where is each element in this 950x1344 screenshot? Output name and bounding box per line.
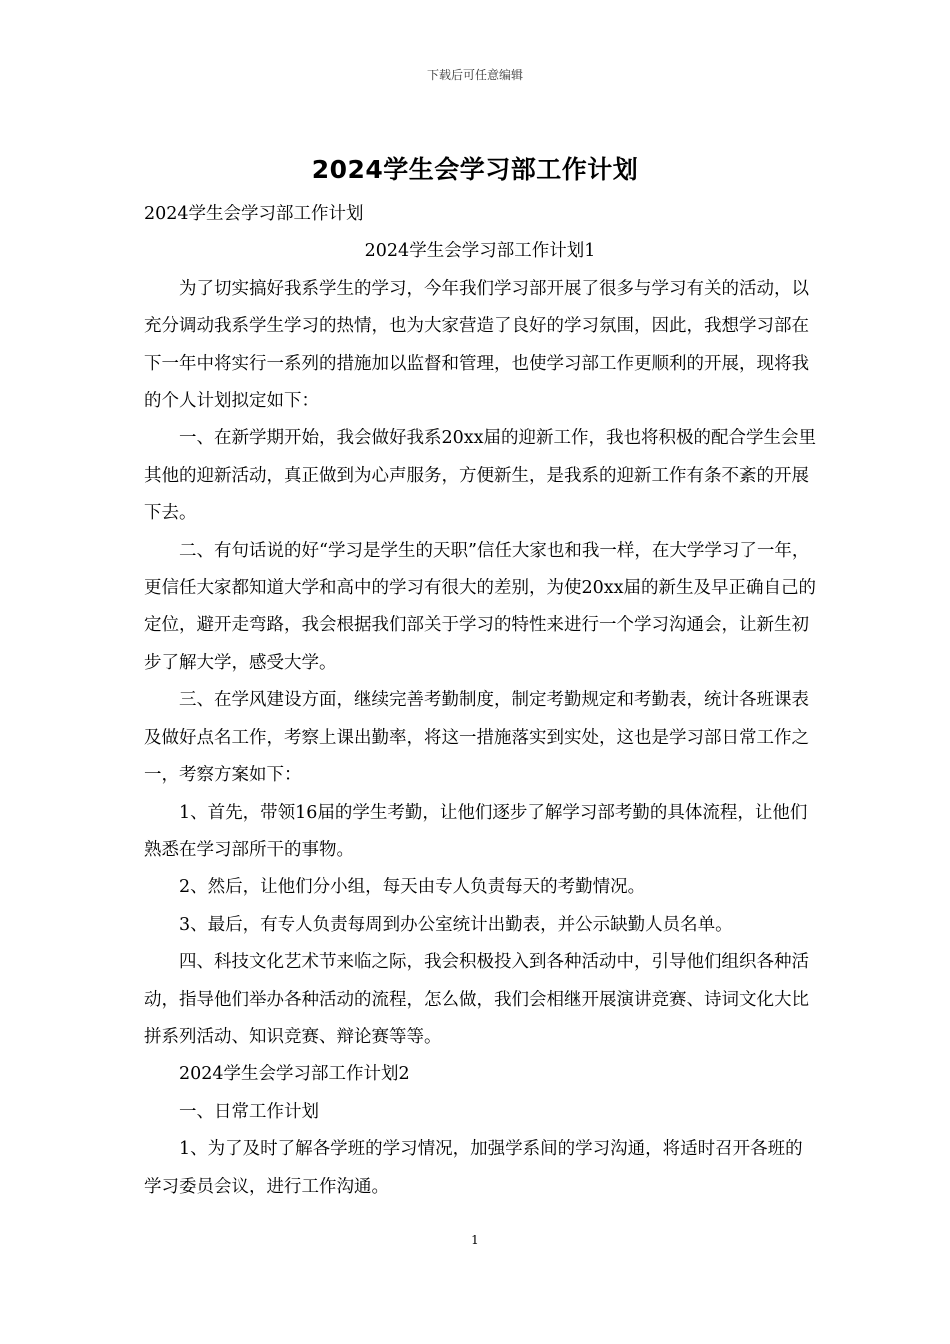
sub-item-3-paragraph: 3、最后，有专人负责每周到办公室统计出勤表，并公示缺勤人员名单。 xyxy=(179,914,733,935)
item-three-paragraph: 三、在学风建设方面，继续完善考勤制度，制定考勤规定和考勤表，统计各班课表及做好点名工作，考察上课出勤率，将这一措施落实到实处，这也是学习部日常工作之一，考察方案如下： xyxy=(144,690,809,786)
daily-work-heading: 一、日常工作计划 xyxy=(179,1101,319,1122)
document-title: 2024学生会学习部工作计划 xyxy=(311,155,639,184)
section-heading-1: 2024学生会学习部工作计划1 xyxy=(364,241,596,262)
item-one-paragraph: 一、在新学期开始，我会做好我系20xx届的迎新工作，我也将积极的配合学生会里其他的迎新活动，真正做到为心声服务，方便新生，是我系的迎新工作有条不紊的开展下去。 xyxy=(144,428,817,524)
header-note: 下载后可任意编辑 xyxy=(426,68,523,82)
subtitle-paragraph: 2024学生会学习部工作计划 xyxy=(144,204,364,224)
daily-work-item-1: 1、为了及时了解各学班的学习情况，加强学系间的学习沟通，将适时召开各班的学习委员会议，进行工作沟通。 xyxy=(144,1139,803,1197)
item-four-paragraph: 四、科技文化艺术节来临之际，我会积极投入到各种活动中，引导他们组织各种活动，指导他们举办各种活动的流程，怎么做，我们会相继开展演讲竞赛、诗词文化大比拼系列活动、知识竞赛、辩论赛等等。 xyxy=(144,952,809,1047)
intro-paragraph: 为了切实搞好我系学生的学习，今年我们学习部开展了很多与学习有关的活动，以充分调动我系学生学习的热情，也为大家营造了良好的学习氛围，因此，我想学习部在下一年中将实行一系列的措施加以监督和管理，也使学习部工作更顺利的开展，现将我的个人计划拟定如下： xyxy=(144,278,809,412)
section-heading-2: 2024学生会学习部工作计划2 xyxy=(179,1064,410,1085)
sub-item-1-paragraph: 1、首先，带领16届的学生考勤，让他们逐步了解学习部考勤的具体流程，让他们熟悉在学习部所干的事物。 xyxy=(144,802,808,860)
sub-item-2-paragraph: 2、然后，让他们分小组，每天由专人负责每天的考勤情况。 xyxy=(179,877,646,898)
document-body xyxy=(144,196,816,1206)
item-two-paragraph: 二、有句话说的好“学习是学生的天职”信任大家也和我一样，在大学学习了一年，更信任大家都知道大学和高中的学习有很大的差别，为使20xx届的新生及早正确自己的定位，避开走弯路，我会根据我们部关于学习的特性来进行一个学习沟通会，让新生初步了解大学，感受大学。 xyxy=(144,540,817,673)
page-number: 1 xyxy=(471,1233,479,1247)
